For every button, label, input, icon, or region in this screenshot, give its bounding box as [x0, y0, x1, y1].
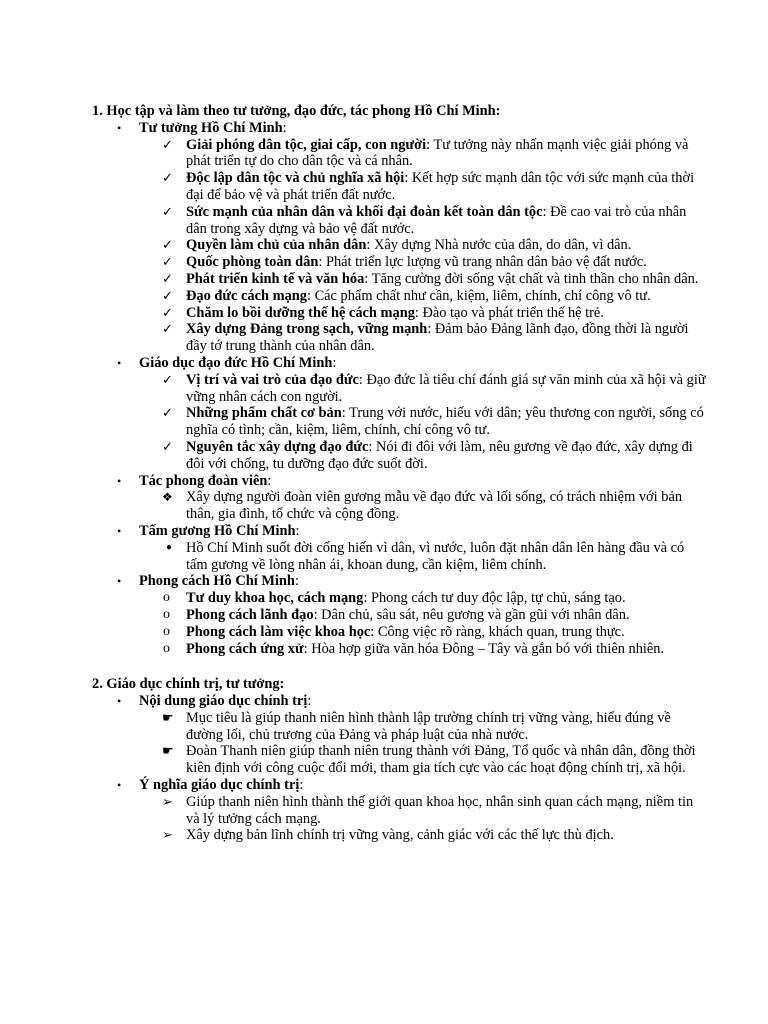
item-term: Phong cách lãnh đạo — [186, 606, 314, 623]
item-text: : Tư tưởng này nhấn mạnh việc giải phóng và phát triển tự do cho dân tộc và cá nhân. — [186, 136, 689, 170]
dot-bullet-icon: ● — [166, 541, 173, 553]
item-term: Giải phóng dân tộc, giai cấp, con người — [186, 136, 427, 153]
item-text: : Hòa hợp giữa văn hóa Đông – Tây và gắn bó với thiên nhiên. — [303, 640, 665, 657]
check-bullet-icon: ✓ — [162, 405, 173, 421]
sub-list-item — [92, 710, 708, 744]
item-term: Độc lập dân tộc và chủ nghĩa xã hội — [186, 170, 405, 187]
list-item: • Ý nghĩa giáo dục chính trị: ➢ Giúp thanh niên hình thành thế giới quan khoa học, nhân sinh quan cách mạng, niềm tin và lý tưởng cách mạng. ➢ Xây dựng bản lĩnh chính trị vững vàng, cảnh giác với các thế lực thù địch. — [92, 777, 708, 844]
item-text: : Tăng cường đời sống vật chất và tinh thần cho nhân dân. — [364, 270, 699, 287]
sub-list — [139, 710, 708, 777]
diamond-bullet-icon: ❖ — [162, 490, 173, 505]
sub-list-item — [92, 827, 708, 844]
item-text: : Nói đi đôi với làm, nêu gương về đạo đức, xây dựng đi đôi với chống, tu dưỡng đạo đức suốt đời. — [186, 438, 693, 472]
sub-list-item — [92, 641, 708, 658]
arrow-bullet-icon: ➢ — [162, 793, 173, 809]
item-text: : Đảm bảo Đảng lãnh đạo, đồng thời là người đầy tớ trung thành của nhân dân. — [186, 321, 689, 355]
sub-list-item — [92, 624, 708, 641]
bullet-icon: • — [117, 120, 122, 135]
group-label: Tác phong đoàn viên — [139, 472, 268, 489]
sub-list-item — [92, 137, 708, 171]
o-bullet-icon: o — [163, 606, 170, 622]
sub-list — [139, 489, 708, 523]
bullet-icon: • — [117, 473, 122, 488]
check-bullet-icon: ✓ — [162, 270, 173, 286]
section-1-list — [92, 120, 708, 658]
sub-list-item — [92, 204, 708, 238]
hand-bullet-icon: ☛ — [162, 743, 174, 759]
item-term: Nguyên tắc xây dựng đạo đức — [186, 438, 369, 455]
group-label: Tấm gương Hồ Chí Minh — [139, 522, 296, 539]
item-term: Phát triển kinh tế và văn hóa — [186, 270, 365, 287]
item-text: : Công việc rõ ràng, khách quan, trung thực. — [370, 623, 625, 640]
list-item: • Giáo dục đạo đức Hồ Chí Minh: ✓ Vị trí và vai trò của đạo đức: Đạo đức là tiêu chí đánh giá sự văn minh của xã hội và giữ vững nhân cách con người. ✓ Những phẩm chất cơ bản: Trung với nước, hiếu với dân; yêu thương con người, sống có nghĩa có tình; cần, kiệm, liêm, chính, chí công vô tư. ✓ Nguyên tắc xây dựng đạo đức: Nói đi đôi với làm, nêu gương về đạo đức, xây dựng đi đôi với chống, tu dưỡng đạo đức suốt đời. — [92, 355, 708, 473]
check-bullet-icon: ✓ — [162, 287, 173, 303]
item-term: Quyền làm chủ của nhân dân — [186, 237, 367, 254]
sub-list — [139, 540, 708, 574]
sub-list-item — [92, 590, 708, 607]
sub-list-item — [92, 489, 708, 523]
sub-list-item — [92, 321, 708, 355]
item-text: Hồ Chí Minh suốt đời cống hiến vì dân, vì nước, luôn đặt nhân dân lên hàng đầu và có tấm gương về lòng nhân ái, khoan dung, cần kiệm, liêm chính. — [186, 539, 685, 573]
item-term: Đạo đức cách mạng — [186, 287, 307, 304]
item-text: : Kết hợp sức mạnh dân tộc với sức mạnh của thời đại để bảo vệ và phát triển đất nước. — [186, 170, 695, 203]
o-bullet-icon: o — [163, 623, 170, 639]
item-text: Xây dựng bản lĩnh chính trị vững vàng, cảnh giác với các thế lực thù địch. — [186, 827, 614, 844]
item-term: Chăm lo bồi dưỡng thế hệ cách mạng — [186, 304, 415, 321]
arrow-bullet-icon: ➢ — [162, 827, 173, 843]
item-text: : Đạo đức là tiêu chí đánh giá sự văn minh của xã hội và giữ vững nhân cách con người. — [186, 371, 706, 405]
sub-list-item — [92, 305, 708, 322]
item-text: : Các phẩm chất như cần, kiệm, liêm, chính, chí công vô tư. — [306, 287, 651, 304]
item-text: Đoàn Thanh niên giúp thanh niên trung thành với Đảng, Tổ quốc và nhân dân, đồng thời kiên định với công cuộc đổi mới, tham gia tích cực vào các hoạt động chính trị, xã hội. — [186, 743, 696, 777]
group-label: Giáo dục đạo đức Hồ Chí Minh — [139, 354, 333, 371]
group-label: Tư tưởng Hồ Chí Minh — [139, 119, 283, 136]
bullet-icon: • — [117, 574, 122, 589]
sub-list — [139, 590, 708, 657]
list-item: • Nội dung giáo dục chính trị: ☛ Mục tiêu là giúp thanh niên hình thành lập trường chính trị vững vàng, hiểu đúng về đường lối, chủ trương của Đảng và pháp luật của nhà nước. ☛ Đoàn Thanh niên giúp thanh niên trung thành với Đảng, Tổ quốc và nhân dân, đồng thời kiên định với công cuộc đổi mới, tham gia tích cực vào các hoạt động chính trị, xã hội. — [92, 693, 708, 777]
item-term: Quốc phòng toàn dân — [186, 254, 319, 271]
bullet-icon: • — [117, 694, 122, 709]
section-1-heading: 1. Học tập và làm theo tư tưởng, đạo đức, tác phong Hồ Chí Minh: — [92, 103, 501, 119]
sub-list-item — [92, 743, 708, 777]
sub-list — [139, 794, 708, 844]
bullet-icon: • — [117, 778, 122, 793]
sub-list-item — [92, 271, 708, 288]
list-item: • Tư tưởng Hồ Chí Minh: ✓ Giải phóng dân tộc, giai cấp, con người: Tư tưởng này nhấn mạnh việc giải phóng và phát triển tự do cho dân tộc và cá nhân. ✓ Độc lập dân tộc và chủ nghĩa xã hội: Kết hợp sức mạnh dân tộc với sức mạnh của thời đại để bảo vệ và phát triển đất nước. ✓ Sức mạnh của nhân dân và khối đại đoàn kết toàn dân tộc: Đề cao vai trò của nhân dân trong xây dựng và bảo vệ đất nước. ✓ Quyền làm chủ của nhân dân: Xây dựng Nhà nước của dân, do dân, vì dân. ✓ Quốc phòng toàn dân: Phát triển lực lượng vũ trang nhân dân bảo vệ đất nước. ✓ Phát triển kinh tế và văn hóa: Tăng cường đời sống vật chất và tinh thần cho nhân dân. ✓ Đạo đức cách mạng: Các phẩm chất như cần, kiệm, liêm, chính, chí công vô tư. ✓ Chăm lo bồi dưỡng thế hệ cách mạng: Đào tạo và phát triển thế hệ trẻ. ✓ Xây dựng Đảng trong sạch, vững mạnh: Đảm bảo Đảng lãnh đạo, đồng thời là người đầy tớ trung thành của nhân dân. — [92, 120, 708, 355]
list-item: • Tác phong đoàn viên: ❖ Xây dựng người đoàn viên gương mẫu về đạo đức và lối sống, có trách nhiệm với bản thân, gia đình, tổ chức và cộng đồng. — [92, 473, 708, 523]
sub-list-item — [92, 439, 708, 473]
sub-list-item — [92, 794, 708, 828]
item-text: : Xây dựng Nhà nước của dân, do dân, vì dân. — [366, 237, 632, 254]
sub-list — [139, 372, 708, 473]
item-text: : Phát triển lực lượng vũ trang nhân dân bảo vệ đất nước. — [318, 254, 647, 271]
sub-list-item — [92, 372, 708, 406]
list-item: • Phong cách Hồ Chí Minh: o Tư duy khoa học, cách mạng: Phong cách tư duy độc lập, tự chủ, sáng tạo. o Phong cách lãnh đạo: Dân chủ, sâu sát, nêu gương và gần gũi với nhân dân. o Phong cách làm việc khoa học: Công việc rõ ràng, khách quan, trung thực. o Phong cách ứng xử: Hòa hợp giữa văn hóa Đông – Tây và gắn bó với thiên nhiên. — [92, 573, 708, 657]
group-label: Phong cách Hồ Chí Minh — [139, 573, 295, 590]
bullet-icon: • — [117, 523, 122, 538]
item-text: : Phong cách tư duy độc lập, tự chủ, sáng tạo. — [363, 590, 626, 607]
item-term: Phong cách ứng xử — [186, 640, 304, 657]
check-bullet-icon: ✓ — [162, 254, 173, 270]
check-bullet-icon: ✓ — [162, 371, 173, 387]
sub-list-item — [92, 405, 708, 439]
sub-list-item — [92, 607, 708, 624]
check-bullet-icon: ✓ — [162, 237, 173, 253]
check-bullet-icon: ✓ — [162, 321, 173, 337]
group-label: Nội dung giáo dục chính trị — [139, 693, 308, 710]
list-item: • Tấm gương Hồ Chí Minh: ● Hồ Chí Minh suốt đời cống hiến vì dân, vì nước, luôn đặt nhân dân lên hàng đầu và có tấm gương về lòng nhân ái, khoan dung, cần kiệm, liêm chính. — [92, 523, 708, 573]
sub-list — [139, 137, 708, 355]
sub-list-item — [92, 170, 708, 204]
check-bullet-icon: ✓ — [162, 438, 173, 454]
group-label: Ý nghĩa giáo dục chính trị — [139, 777, 300, 794]
check-bullet-icon: ✓ — [162, 136, 173, 152]
item-text: : Đề cao vai trò của nhân dân trong xây dựng và bảo vệ đất nước. — [186, 203, 687, 237]
hand-bullet-icon: ☛ — [162, 709, 174, 725]
item-text: : Trung với nước, hiếu với dân; yêu thương con người, sống có nghĩa có tình; cần, kiệm, liêm, chính, chí công vô tư. — [186, 405, 704, 439]
item-term: Những phẩm chất cơ bản — [186, 405, 342, 422]
item-term: Xây dựng Đảng trong sạch, vững mạnh — [186, 321, 428, 338]
section-2-list — [92, 693, 708, 844]
item-term: Tư duy khoa học, cách mạng — [186, 590, 364, 607]
item-term: Vị trí và vai trò của đạo đức — [186, 371, 359, 388]
item-text: : Dân chủ, sâu sát, nêu gương và gần gũi với nhân dân. — [313, 606, 630, 623]
item-text: Mục tiêu là giúp thanh niên hình thành lập trường chính trị vững vàng, hiểu đúng về đường lối, chủ trương của Đảng và pháp luật của nhà nước. — [186, 709, 671, 743]
sub-list-item — [92, 254, 708, 271]
section-2-heading: 2. Giáo dục chính trị, tư tưởng: — [92, 676, 285, 693]
o-bullet-icon: o — [163, 590, 170, 606]
item-text: Xây dựng người đoàn viên gương mẫu về đạo đức và lối sống, có trách nhiệm với bản thân, gia đình, tổ chức và cộng đồng. — [186, 489, 683, 523]
sub-list-item — [92, 288, 708, 305]
item-text: : Đào tạo và phát triển thế hệ trẻ. — [414, 304, 604, 321]
item-term: Sức mạnh của nhân dân và khối đại đoàn kết toàn dân tộc — [186, 203, 543, 220]
check-bullet-icon: ✓ — [162, 203, 173, 219]
check-bullet-icon: ✓ — [162, 170, 173, 186]
item-term: Phong cách làm việc khoa học — [186, 623, 371, 640]
item-text: Giúp thanh niên hình thành thế giới quan khoa học, nhân sinh quan cách mạng, niềm tin và lý tưởng cách mạng. — [186, 793, 694, 827]
o-bullet-icon: o — [163, 640, 170, 656]
bullet-icon: • — [117, 355, 122, 370]
check-bullet-icon: ✓ — [162, 304, 173, 320]
sub-list-item — [92, 237, 708, 254]
sub-list-item — [92, 540, 708, 574]
